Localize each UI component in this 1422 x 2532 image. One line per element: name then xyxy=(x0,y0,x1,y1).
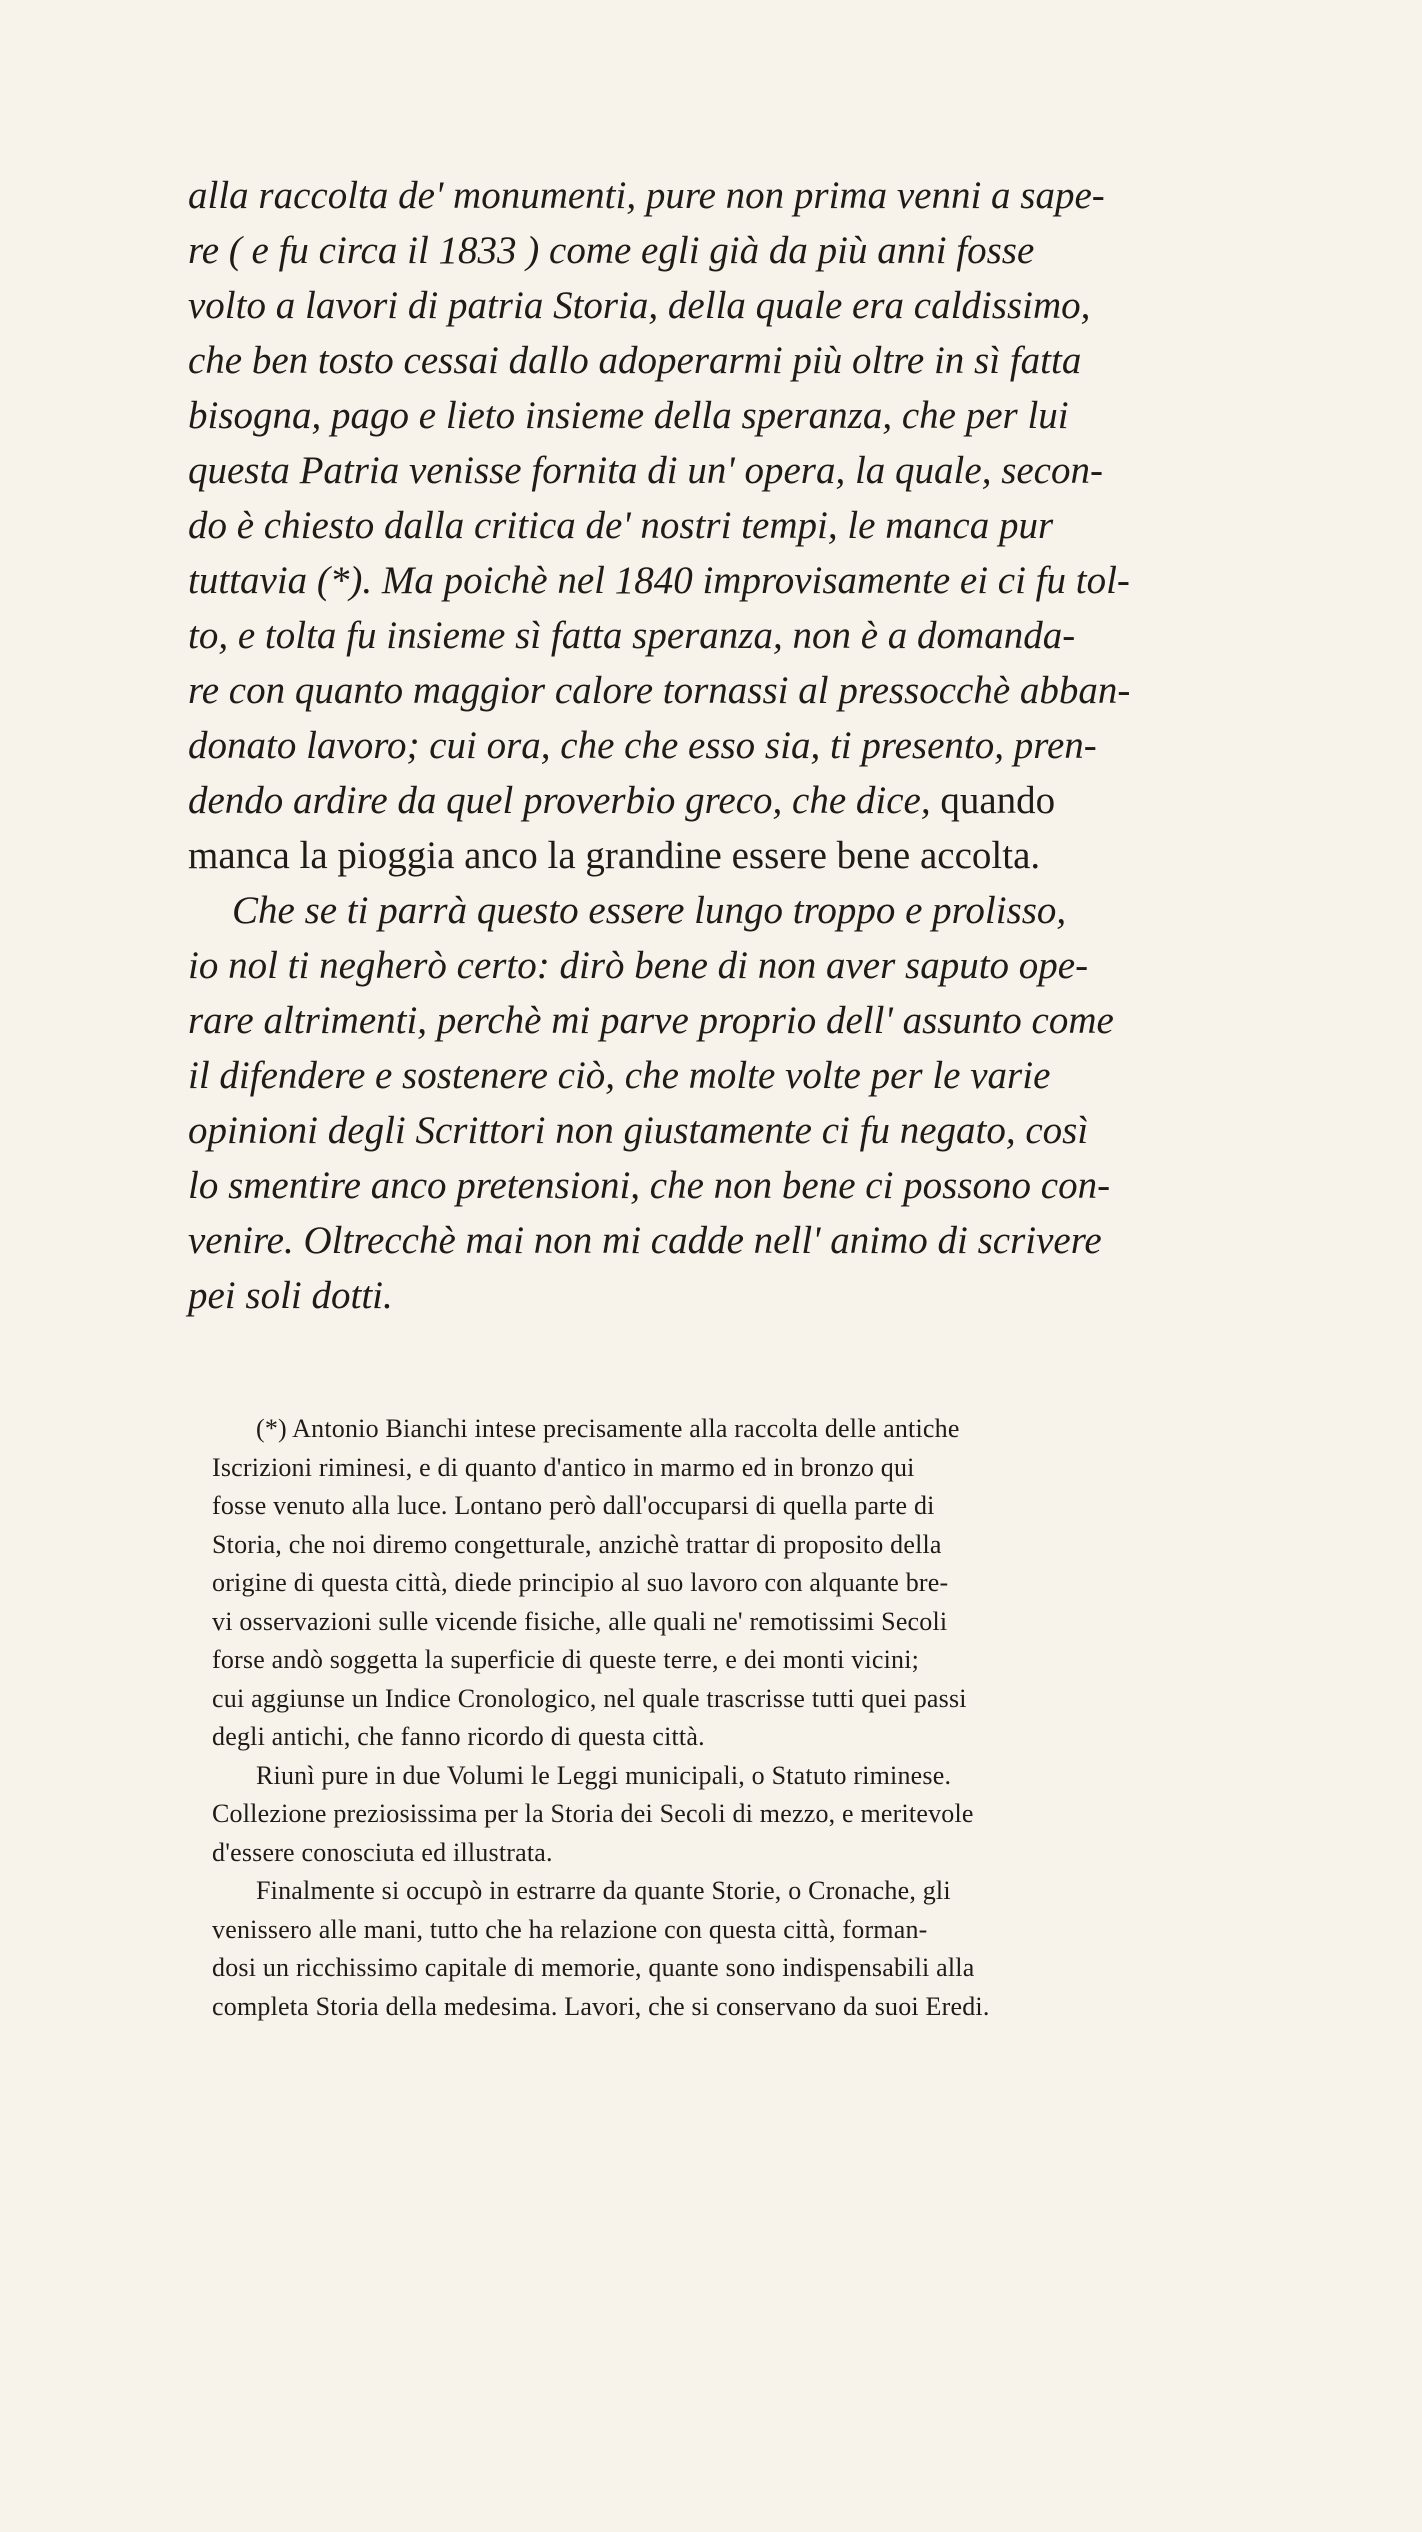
upright-word: quando xyxy=(940,779,1056,822)
footnote-line: Collezione preziosissima per la Storia dei Secoli di mezzo, e meritevole xyxy=(212,1799,974,1828)
footnote-line: forse andò soggetta la superficie di queste terre, e dei monti vicini; xyxy=(212,1645,920,1674)
text-line: manca la pioggia anco la grandine essere bene accolta. xyxy=(188,834,1041,877)
text-line: re ( e fu circa il 1833 ) come egli già da più anni fosse xyxy=(188,229,1035,272)
footnote-line: (*) Antonio Bianchi intese precisamente alla raccolta delle antiche xyxy=(256,1414,960,1443)
footnote-line: fosse venuto alla luce. Lontano però dall'occuparsi di quella parte di xyxy=(212,1491,935,1520)
text-line: il difendere e sostenere ciò, che molte volte per le varie xyxy=(188,1054,1051,1097)
text-line: lo smentire anco pretensioni, che non bene ci possono con- xyxy=(188,1164,1111,1207)
text-line: io nol ti negherò certo: dirò bene di non aver saputo ope- xyxy=(188,944,1089,987)
footnote-line: dosi un ricchissimo capitale di memorie, quante sono indispensabili alla xyxy=(212,1953,975,1982)
text-line: venire. Oltrecchè mai non mi cadde nell' animo di scrivere xyxy=(188,1219,1102,1262)
footnote-line: vi osservazioni sulle vicende fisiche, alle quali ne' remotissimi Secoli xyxy=(212,1606,948,1636)
text-line: Che se ti parrà questo essere lungo troppo e prolisso, xyxy=(232,889,1067,932)
text-line: questa Patria venisse fornita di un' opera, la quale, secon- xyxy=(188,449,1103,492)
text-line: do è chiesto dalla critica de' nostri tempi, le manca pur xyxy=(188,504,1054,547)
text-line: pei soli dotti. xyxy=(188,1274,393,1317)
text-line: re con quanto maggior calore tornassi al pressocchè abban- xyxy=(188,669,1131,712)
footnote-line: Iscrizioni riminesi, e di quanto d'antico in marmo ed in bronzo qui xyxy=(212,1452,915,1482)
text-line: tuttavia (*). Ma poichè nel 1840 improvisamente ei ci fu tol- xyxy=(188,559,1130,602)
text-line: bisogna, pago e lieto insieme della speranza, che per lui xyxy=(188,394,1069,437)
text-line: opinioni degli Scrittori non giustamente ci fu negato, così xyxy=(188,1109,1089,1152)
text-line: volto a lavori di patria Storia, della quale era caldissimo, xyxy=(188,284,1091,327)
text-line: to, e tolta fu insieme sì fatta speranza, non è a domanda- xyxy=(188,614,1076,657)
footnote-line: venissero alle mani, tutto che ha relazione con questa città, forman- xyxy=(212,1914,928,1944)
text-line: che ben tosto cessai dallo adoperarmi più oltre in sì fatta xyxy=(188,339,1082,382)
text-line: alla raccolta de' monumenti, pure non prima venni a sape- xyxy=(188,174,1105,217)
footnote-line: cui aggiunse un Indice Cronologico, nel quale trascrisse tutti quei passi xyxy=(212,1683,967,1713)
main-text xyxy=(188,168,1280,1323)
text-line: rare altrimenti, perchè mi parve proprio dell' assunto come xyxy=(188,999,1114,1042)
footnote-line: completa Storia della medesima. Lavori, che si conservano da suoi Eredi. xyxy=(212,1991,990,2021)
text-line: donato lavoro; cui ora, che che esso sia, ti presento, pren- xyxy=(188,724,1097,767)
footnote-line: degli antichi, che fanno ricordo di questa città. xyxy=(212,1722,705,1751)
footnote xyxy=(212,1410,1272,2026)
footnote-line: d'essere conosciuta ed illustrata. xyxy=(212,1837,553,1867)
footnote-line: Riunì pure in due Volumi le Leggi municipali, o Statuto riminese. xyxy=(256,1760,952,1790)
text-line-mixed: dendo ardire da quel proverbio greco, che dice, quando xyxy=(188,779,1056,822)
footnote-line: Storia, che noi diremo congetturale, anzichè trattar di proposito della xyxy=(212,1529,942,1559)
footnote-line: Finalmente si occupò in estrarre da quante Storie, o Cronache, gli xyxy=(256,1876,951,1905)
footnote-line: origine di questa città, diede principio al suo lavoro con alquante bre- xyxy=(212,1568,949,1597)
